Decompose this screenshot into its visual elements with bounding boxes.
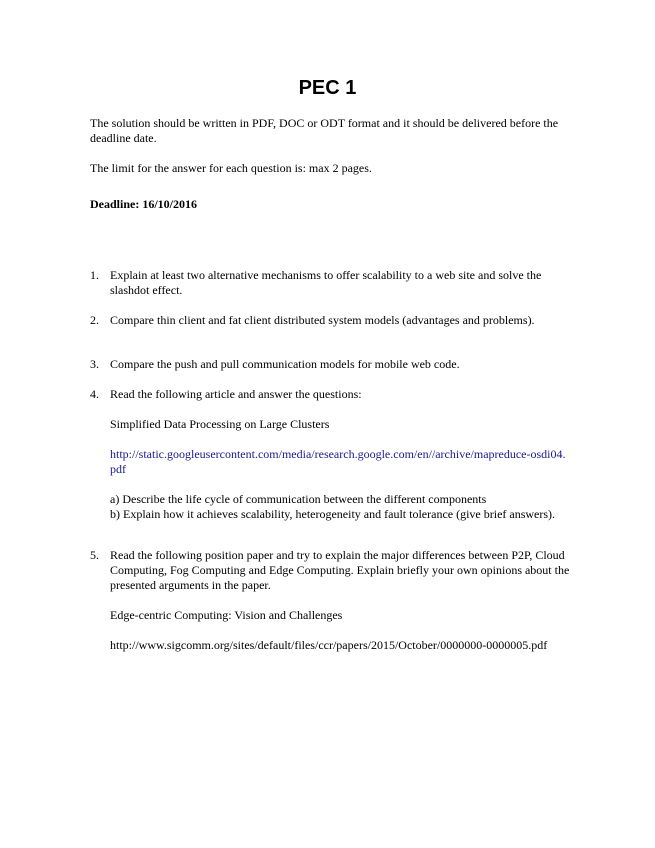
question-number: 2.: [90, 313, 99, 327]
question-text: Explain at least two alternative mechanisms to offer scalability to a web site and solve the slashdot effect.: [110, 268, 542, 297]
question-text: Compare thin client and fat client distributed system models (advantages and problems).: [110, 313, 535, 327]
question-4: [90, 387, 570, 522]
question-text: Read the following position paper and try to explain the major differences between P2P, Cloud Computing, Fog Computing and Edge Computing. Explain briefly your own opinions about the presented arguments in the paper.: [110, 548, 570, 592]
question-5: [90, 548, 570, 653]
deadline-text: Deadline: 16/10/2016: [90, 197, 197, 211]
question-3: [90, 357, 570, 372]
intro-format-instructions: The solution should be written in PDF, DOC or ODT format and it should be delivered before the deadline date.: [90, 116, 559, 145]
question-text: Read the following article and answer the questions:: [110, 387, 362, 401]
article-title: Simplified Data Processing on Large Clusters: [110, 417, 330, 431]
article-title: Edge-centric Computing: Vision and Challenges: [110, 608, 343, 622]
question-1: [90, 268, 570, 298]
sub-question-a: a) Describe the life cycle of communication between the different components: [110, 492, 487, 506]
article-link[interactable]: http://www.sigcomm.org/sites/default/files/ccr/papers/2015/October/0000000-0000005.pdf: [110, 638, 548, 652]
question-number: 5.: [90, 548, 99, 562]
intro-page-limit: The limit for the answer for each question is: max 2 pages.: [90, 161, 372, 175]
sub-question-b: b) Explain how it achieves scalability, heterogeneity and fault tolerance (give brief answers).: [110, 507, 556, 521]
question-number: 1.: [90, 268, 99, 282]
page-title: PEC 1: [298, 77, 357, 99]
question-text: Compare the push and pull communication models for mobile web code.: [110, 357, 460, 371]
question-number: 3.: [90, 357, 99, 371]
question-number: 4.: [90, 387, 99, 401]
article-link[interactable]: http://static.googleusercontent.com/media/research.google.com/en//archive/mapreduce-osdi04.pdf: [110, 447, 566, 476]
question-2: [90, 313, 570, 328]
